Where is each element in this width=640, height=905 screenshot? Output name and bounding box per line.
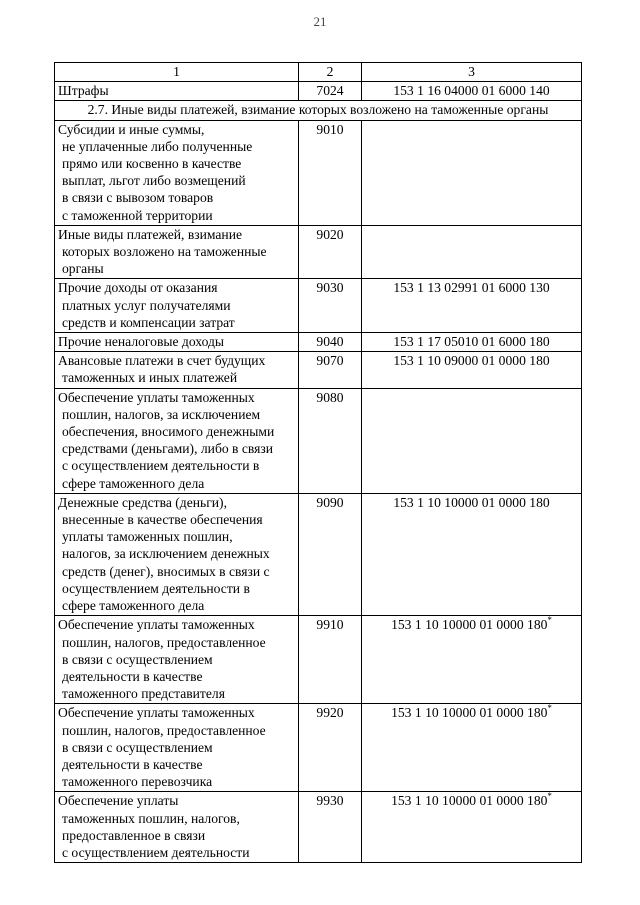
table-row <box>55 120 582 225</box>
payment-code: 9010 <box>299 120 362 225</box>
kbk-value: 153 1 10 10000 01 0000 180 <box>391 617 548 633</box>
payment-name-line: выплат, льгот либо возмещений <box>62 173 246 189</box>
table-row <box>55 493 582 615</box>
kbk-value: 153 1 10 09000 01 0000 180 <box>393 353 550 369</box>
payment-name-line: с таможенной территории <box>62 207 213 223</box>
payment-code: 9020 <box>299 225 362 279</box>
budget-classification-code <box>362 120 582 225</box>
payment-name-line: Обеспечение уплаты таможенных <box>58 617 255 633</box>
payment-name-line: таможенных пошлин, налогов, <box>62 810 240 826</box>
payment-name-line: пошлин, налогов, за исключением <box>62 406 261 422</box>
section-title: 2.7. Иные виды платежей, взимание которых возложено на таможенные органы <box>55 101 582 120</box>
footnote-mark: * <box>547 703 552 714</box>
payment-name <box>55 352 299 388</box>
payment-name-line: прямо или косвенно в качестве <box>62 156 242 172</box>
budget-classification-code <box>362 279 582 333</box>
payment-name-line: сфере таможенного дела <box>62 475 205 491</box>
payment-name-line: Обеспечение уплаты таможенных <box>58 705 255 721</box>
payment-code: 9920 <box>299 704 362 792</box>
payment-name <box>55 493 299 615</box>
payment-name <box>55 120 299 225</box>
payment-name-line: платных услуг получателями <box>62 297 231 313</box>
payment-name-line: Обеспечение уплаты таможенных <box>58 389 255 405</box>
payment-name-line: с осуществлением деятельности в <box>62 458 260 474</box>
payment-name-line: таможенного представителя <box>62 686 225 702</box>
page-number: 21 <box>313 14 327 29</box>
payment-name-line: обеспечения, вносимого денежными <box>62 424 275 440</box>
payment-name-line: внесенные в качестве обеспечения <box>62 512 263 528</box>
payment-name-line: в связи с осуществлением <box>62 651 213 667</box>
payment-name-line: средств и компенсации затрат <box>62 314 235 330</box>
kbk-value: 153 1 10 10000 01 0000 180 <box>393 494 550 510</box>
kbk-value: 153 1 10 10000 01 0000 180 <box>391 705 548 721</box>
table-row <box>55 225 582 279</box>
payment-name <box>55 279 299 333</box>
payment-name-line: органы <box>62 261 104 277</box>
table-row <box>55 704 582 792</box>
payment-name-line: в связи с вывозом товаров <box>62 190 214 206</box>
payment-code: 9070 <box>299 352 362 388</box>
payment-name <box>55 616 299 704</box>
payment-name-line: пошлин, налогов, предоставленное <box>62 634 266 650</box>
payment-name-line: Денежные средства (деньги), <box>58 494 227 510</box>
payment-name <box>55 225 299 279</box>
budget-classification-code <box>362 493 582 615</box>
payment-code: 9080 <box>299 388 362 493</box>
payment-name-line: Обеспечение уплаты <box>58 793 179 809</box>
footnote-mark: * <box>547 791 552 802</box>
payment-name-line: осуществлением деятельности в <box>62 580 250 596</box>
payment-name-line: средств (денег), вносимых в связи с <box>62 563 270 579</box>
payment-name-line: Прочие доходы от оказания <box>58 280 218 296</box>
budget-classification-code <box>362 792 582 863</box>
payment-name <box>55 333 299 352</box>
budget-classification-code: 153 1 16 04000 01 6000 140 <box>362 82 582 101</box>
payment-name-line: уплаты таможенных пошлин, <box>62 529 233 545</box>
payment-name-line: средствами (деньгами), либо в связи <box>62 441 274 457</box>
kbk-value: 153 1 17 05010 01 6000 180 <box>393 334 550 350</box>
payment-code: 9910 <box>299 616 362 704</box>
budget-classification-code <box>362 225 582 279</box>
payment-name-line: с осуществлением деятельности <box>62 844 250 860</box>
payment-name-line: деятельности в качестве <box>62 756 203 772</box>
payment-name-line: не уплаченные либо полученные <box>62 138 253 154</box>
table-header-row <box>55 63 582 82</box>
table-row <box>55 792 582 863</box>
budget-classification-code <box>362 704 582 792</box>
payment-name-line: таможенного перевозчика <box>62 774 213 790</box>
kbk-value: 153 1 10 10000 01 0000 180 <box>391 793 548 809</box>
column-header-3: 3 <box>362 63 582 82</box>
section-row <box>55 101 582 120</box>
payment-name-line: сфере таможенного дела <box>62 598 205 614</box>
payment-code: 7024 <box>299 82 362 101</box>
payment-codes-table <box>54 62 582 863</box>
payment-code: 9930 <box>299 792 362 863</box>
table-row-fines <box>55 82 582 101</box>
budget-classification-code <box>362 333 582 352</box>
payment-code: 9040 <box>299 333 362 352</box>
budget-classification-code <box>362 616 582 704</box>
kbk-value: 153 1 13 02991 01 6000 130 <box>393 280 550 296</box>
payment-name: Штрафы <box>55 82 299 101</box>
payment-name-line: Прочие неналоговые доходы <box>58 334 225 350</box>
table-row <box>55 333 582 352</box>
footnote-mark: * <box>547 615 552 626</box>
payment-code: 9090 <box>299 493 362 615</box>
payment-name <box>55 792 299 863</box>
payment-name-line: предоставленное в связи <box>62 827 206 843</box>
payment-name-line: Авансовые платежи в счет будущих <box>58 353 266 369</box>
payment-name <box>55 388 299 493</box>
column-header-1: 1 <box>55 63 299 82</box>
table-row <box>55 352 582 388</box>
payment-name-line: Иные виды платежей, взимание <box>58 226 243 242</box>
payment-name-line: таможенных и иных платежей <box>62 370 238 386</box>
table-row <box>55 616 582 704</box>
payment-name <box>55 704 299 792</box>
payment-name-line: в связи с осуществлением <box>62 739 213 755</box>
column-header-2: 2 <box>299 63 362 82</box>
budget-classification-code <box>362 352 582 388</box>
budget-classification-code <box>362 388 582 493</box>
payment-name-line: Субсидии и иные суммы, <box>58 121 205 137</box>
payment-name-line: налогов, за исключением денежных <box>62 546 270 562</box>
table-row <box>55 388 582 493</box>
table-row <box>55 279 582 333</box>
payment-code: 9030 <box>299 279 362 333</box>
payment-name-line: деятельности в качестве <box>62 668 203 684</box>
payment-name-line: пошлин, налогов, предоставленное <box>62 722 266 738</box>
payment-name-line: которых возложено на таможенные <box>62 244 267 260</box>
